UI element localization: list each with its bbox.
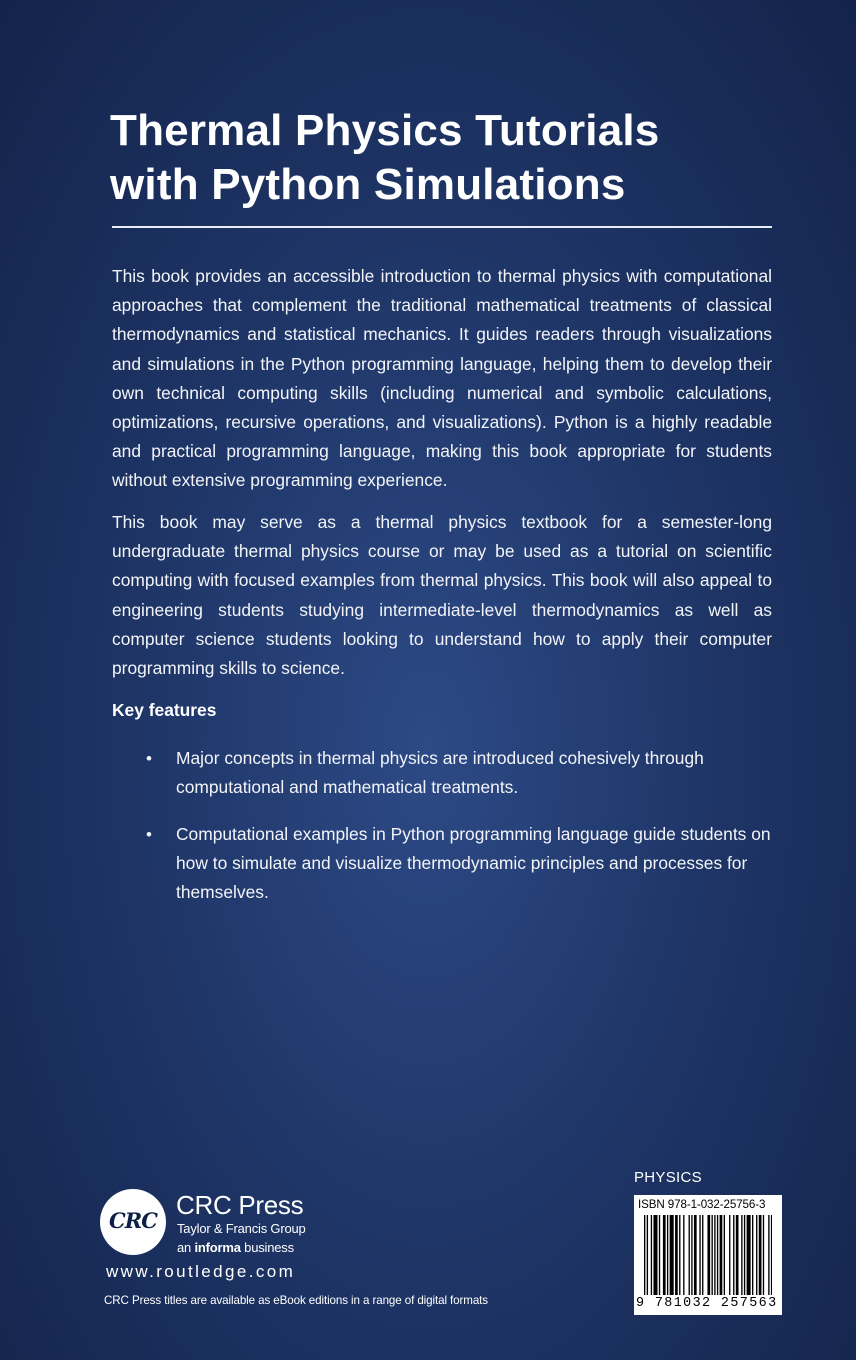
description-paragraph-2: This book may serve as a thermal physics textbook for a semester-long undergraduate thermal physics course or may be used as a tutorial on scientific computing with focused examples from thermal physics. This book will also appeal to engineering students studying intermediate-level thermodynamics as well as computer science students looking to understand how to apply their computer programming skills to science. — [112, 512, 772, 679]
title-divider — [112, 226, 772, 228]
description-paragraph-1: This book provides an accessible introduction to thermal physics with computational approaches that complement the traditional mathematical treatments of classical thermodynamics and statistical mechanics. It guides readers through visualizations and simulations in the Python programming language, helping them to develop their own technical computing skills (including numerical and symbolic calculations, optimizations, recursive operations, and visualizations). Python is a highly readable and practical programming language, making this book appropriate for students without extensive programming experience. — [112, 266, 772, 491]
publisher-tagline — [177, 1240, 294, 1255]
ebook-note: CRC Press titles are available as eBook editions in a range of digital formats — [104, 1294, 489, 1307]
barcode-bars-icon — [644, 1215, 772, 1295]
publisher-website[interactable]: www.routledge.com — [106, 1262, 296, 1281]
publisher-group: Taylor & Francis Group — [177, 1221, 306, 1236]
key-features-list — [112, 744, 772, 925]
key-features-heading: Key features — [112, 700, 217, 720]
book-title-line-2: with Python Simulations — [110, 160, 626, 209]
book-title-line-1: Thermal Physics Tutorials — [110, 106, 660, 155]
publisher-name: CRC Press — [176, 1190, 304, 1220]
tagline-prefix: an — [177, 1240, 195, 1255]
feature-item — [112, 744, 772, 802]
bullet-icon: • — [146, 749, 152, 768]
feature-text: Major concepts in thermal physics are introduced cohesively through computational and mathematical treatments. — [176, 748, 704, 797]
book-title — [110, 104, 770, 212]
tagline-brand: informa — [194, 1240, 241, 1255]
bullet-icon: • — [146, 825, 152, 844]
crc-logo-icon — [100, 1189, 166, 1255]
subject-category: PHYSICS — [634, 1169, 702, 1186]
feature-text: Computational examples in Python programming language guide students on how to simulate and visualize thermodynamic principles and processes for themselves. — [176, 824, 771, 902]
crc-logo-text: CRC — [109, 1208, 157, 1233]
tagline-suffix: business — [240, 1240, 294, 1255]
ean-digits: 9 781032 257563 — [636, 1296, 778, 1311]
isbn-barcode — [634, 1195, 782, 1315]
isbn-label: ISBN 978-1-032-25756-3 — [638, 1198, 766, 1211]
feature-item — [112, 820, 772, 907]
